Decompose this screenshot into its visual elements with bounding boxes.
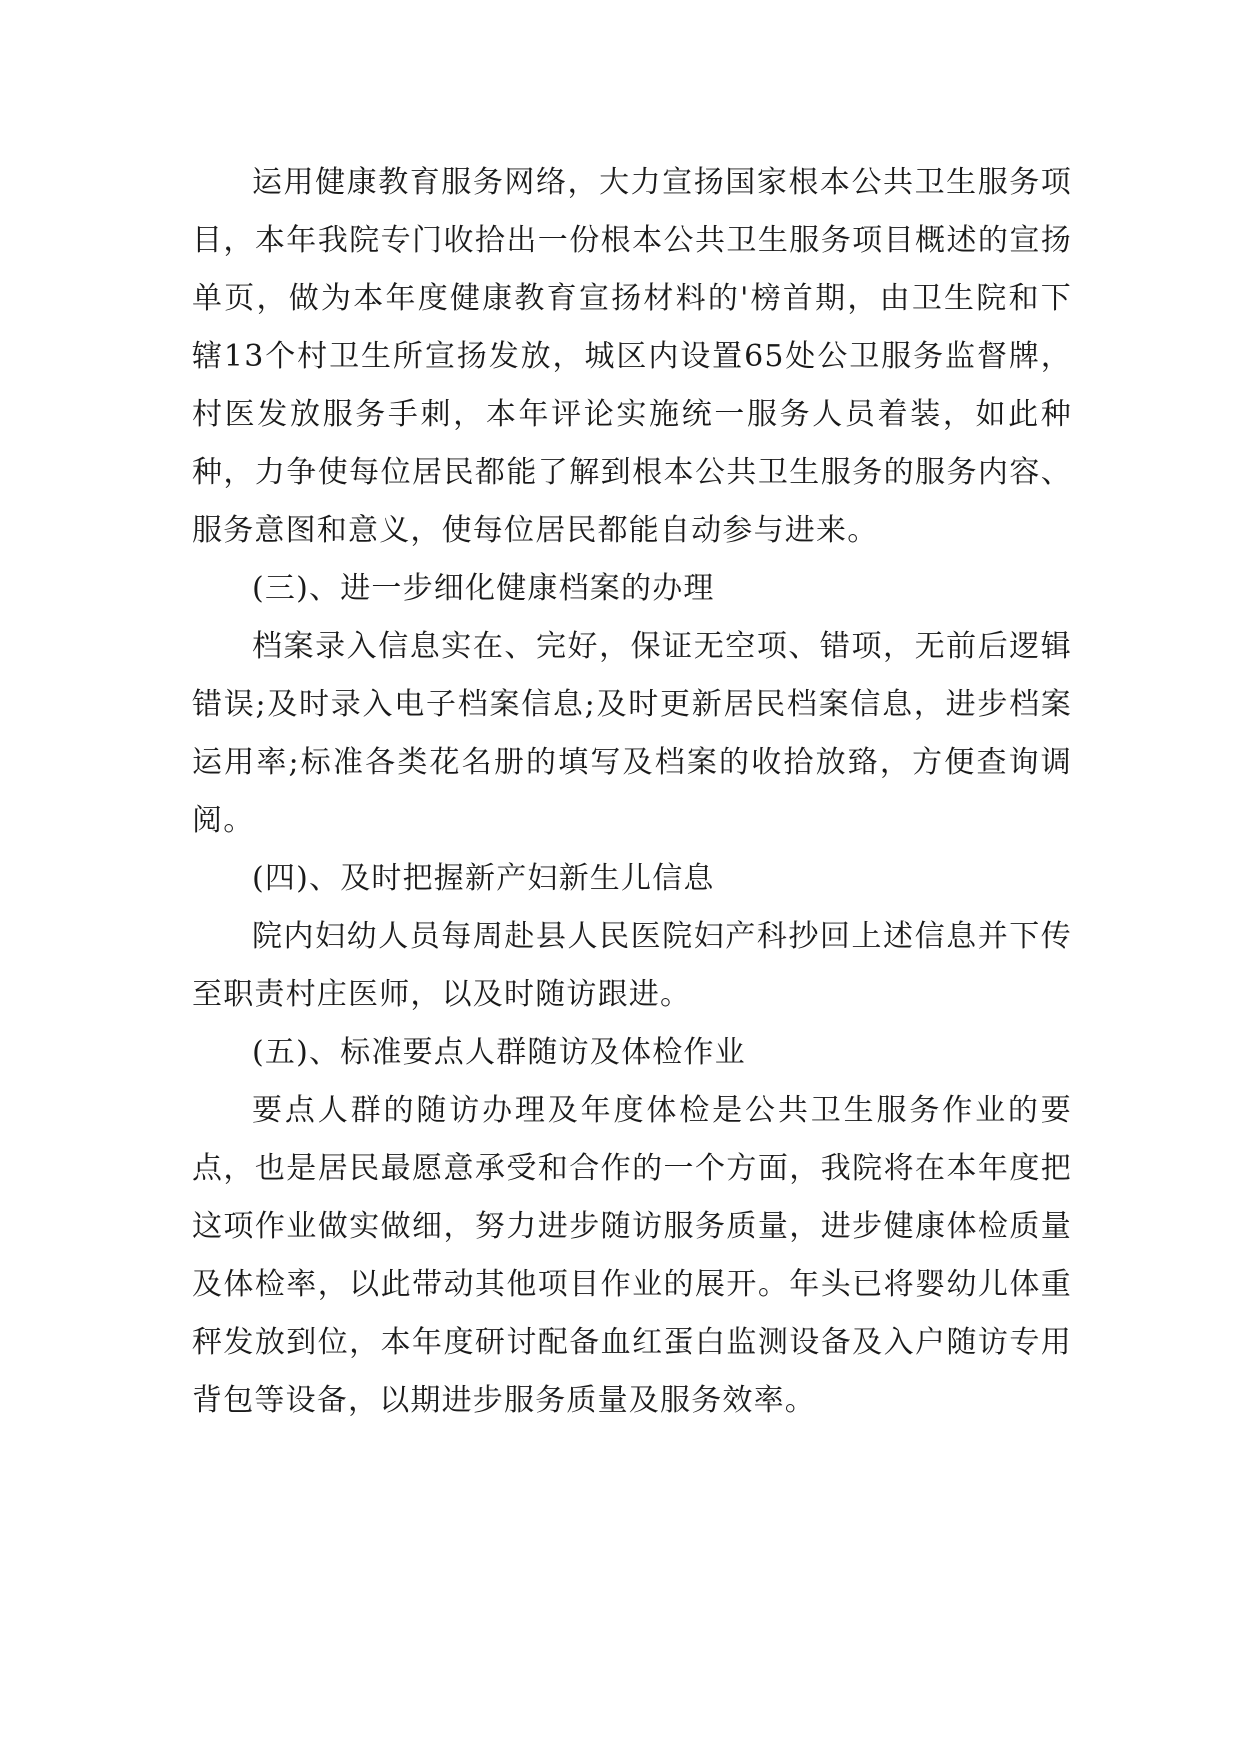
paragraph-health-records: 档案录入信息实在、完好，保证无空项、错项，无前后逻辑错误;及时录入电子档案信息;及时更新居民档案信息，进步档案运用率;标准各类花名册的填写及档案的收拾放臵，方便查询调阅。 xyxy=(192,629,1072,838)
paragraph-health-education: 运用健康教育服务网络，大力宣扬国家根本公共卫生服务项目，本年我院专门收拾出一份根本公共卫生服务项目概述的宣扬单页，做为本年度健康教育宣扬材料的'榜首期，由卫生院和下辖13个村卫生所宣扬发放，城区内设置65处公卫服务监督牌，村医发放服务手刺，本年评论实施统一服务人员着装，如此种种，力争使每位居民都能了解到根本公共卫生服务的服务内容、服务意图和意义，使每位居民都能自动参与进来。 xyxy=(192,165,1072,548)
paragraph-followup-checkup: 要点人群的随访办理及年度体检是公共卫生服务作业的要点，也是居民最愿意承受和合作的一个方面，我院将在本年度把这项作业做实做细，努力进步随访服务质量，进步健康体检质量及体检率，以此带动其他项目作业的展开。年头已将婴幼儿体重秤发放到位，本年度研讨配备血红蛋白监测设备及入户随访专用背包等设备，以期进步服务质量及服务效率。 xyxy=(192,1093,1072,1418)
paragraph-maternal-info: 院内妇幼人员每周赴县人民医院妇产科抄回上述信息并下传至职责村庄医师，以及时随访跟进。 xyxy=(192,919,1072,1012)
document-body xyxy=(192,154,1072,1430)
heading-section-5: (五)、标准要点人群随访及体检作业 xyxy=(252,1035,746,1070)
heading-section-3: (三)、进一步细化健康档案的办理 xyxy=(252,571,715,606)
heading-section-4: (四)、及时把握新产妇新生儿信息 xyxy=(252,861,715,896)
